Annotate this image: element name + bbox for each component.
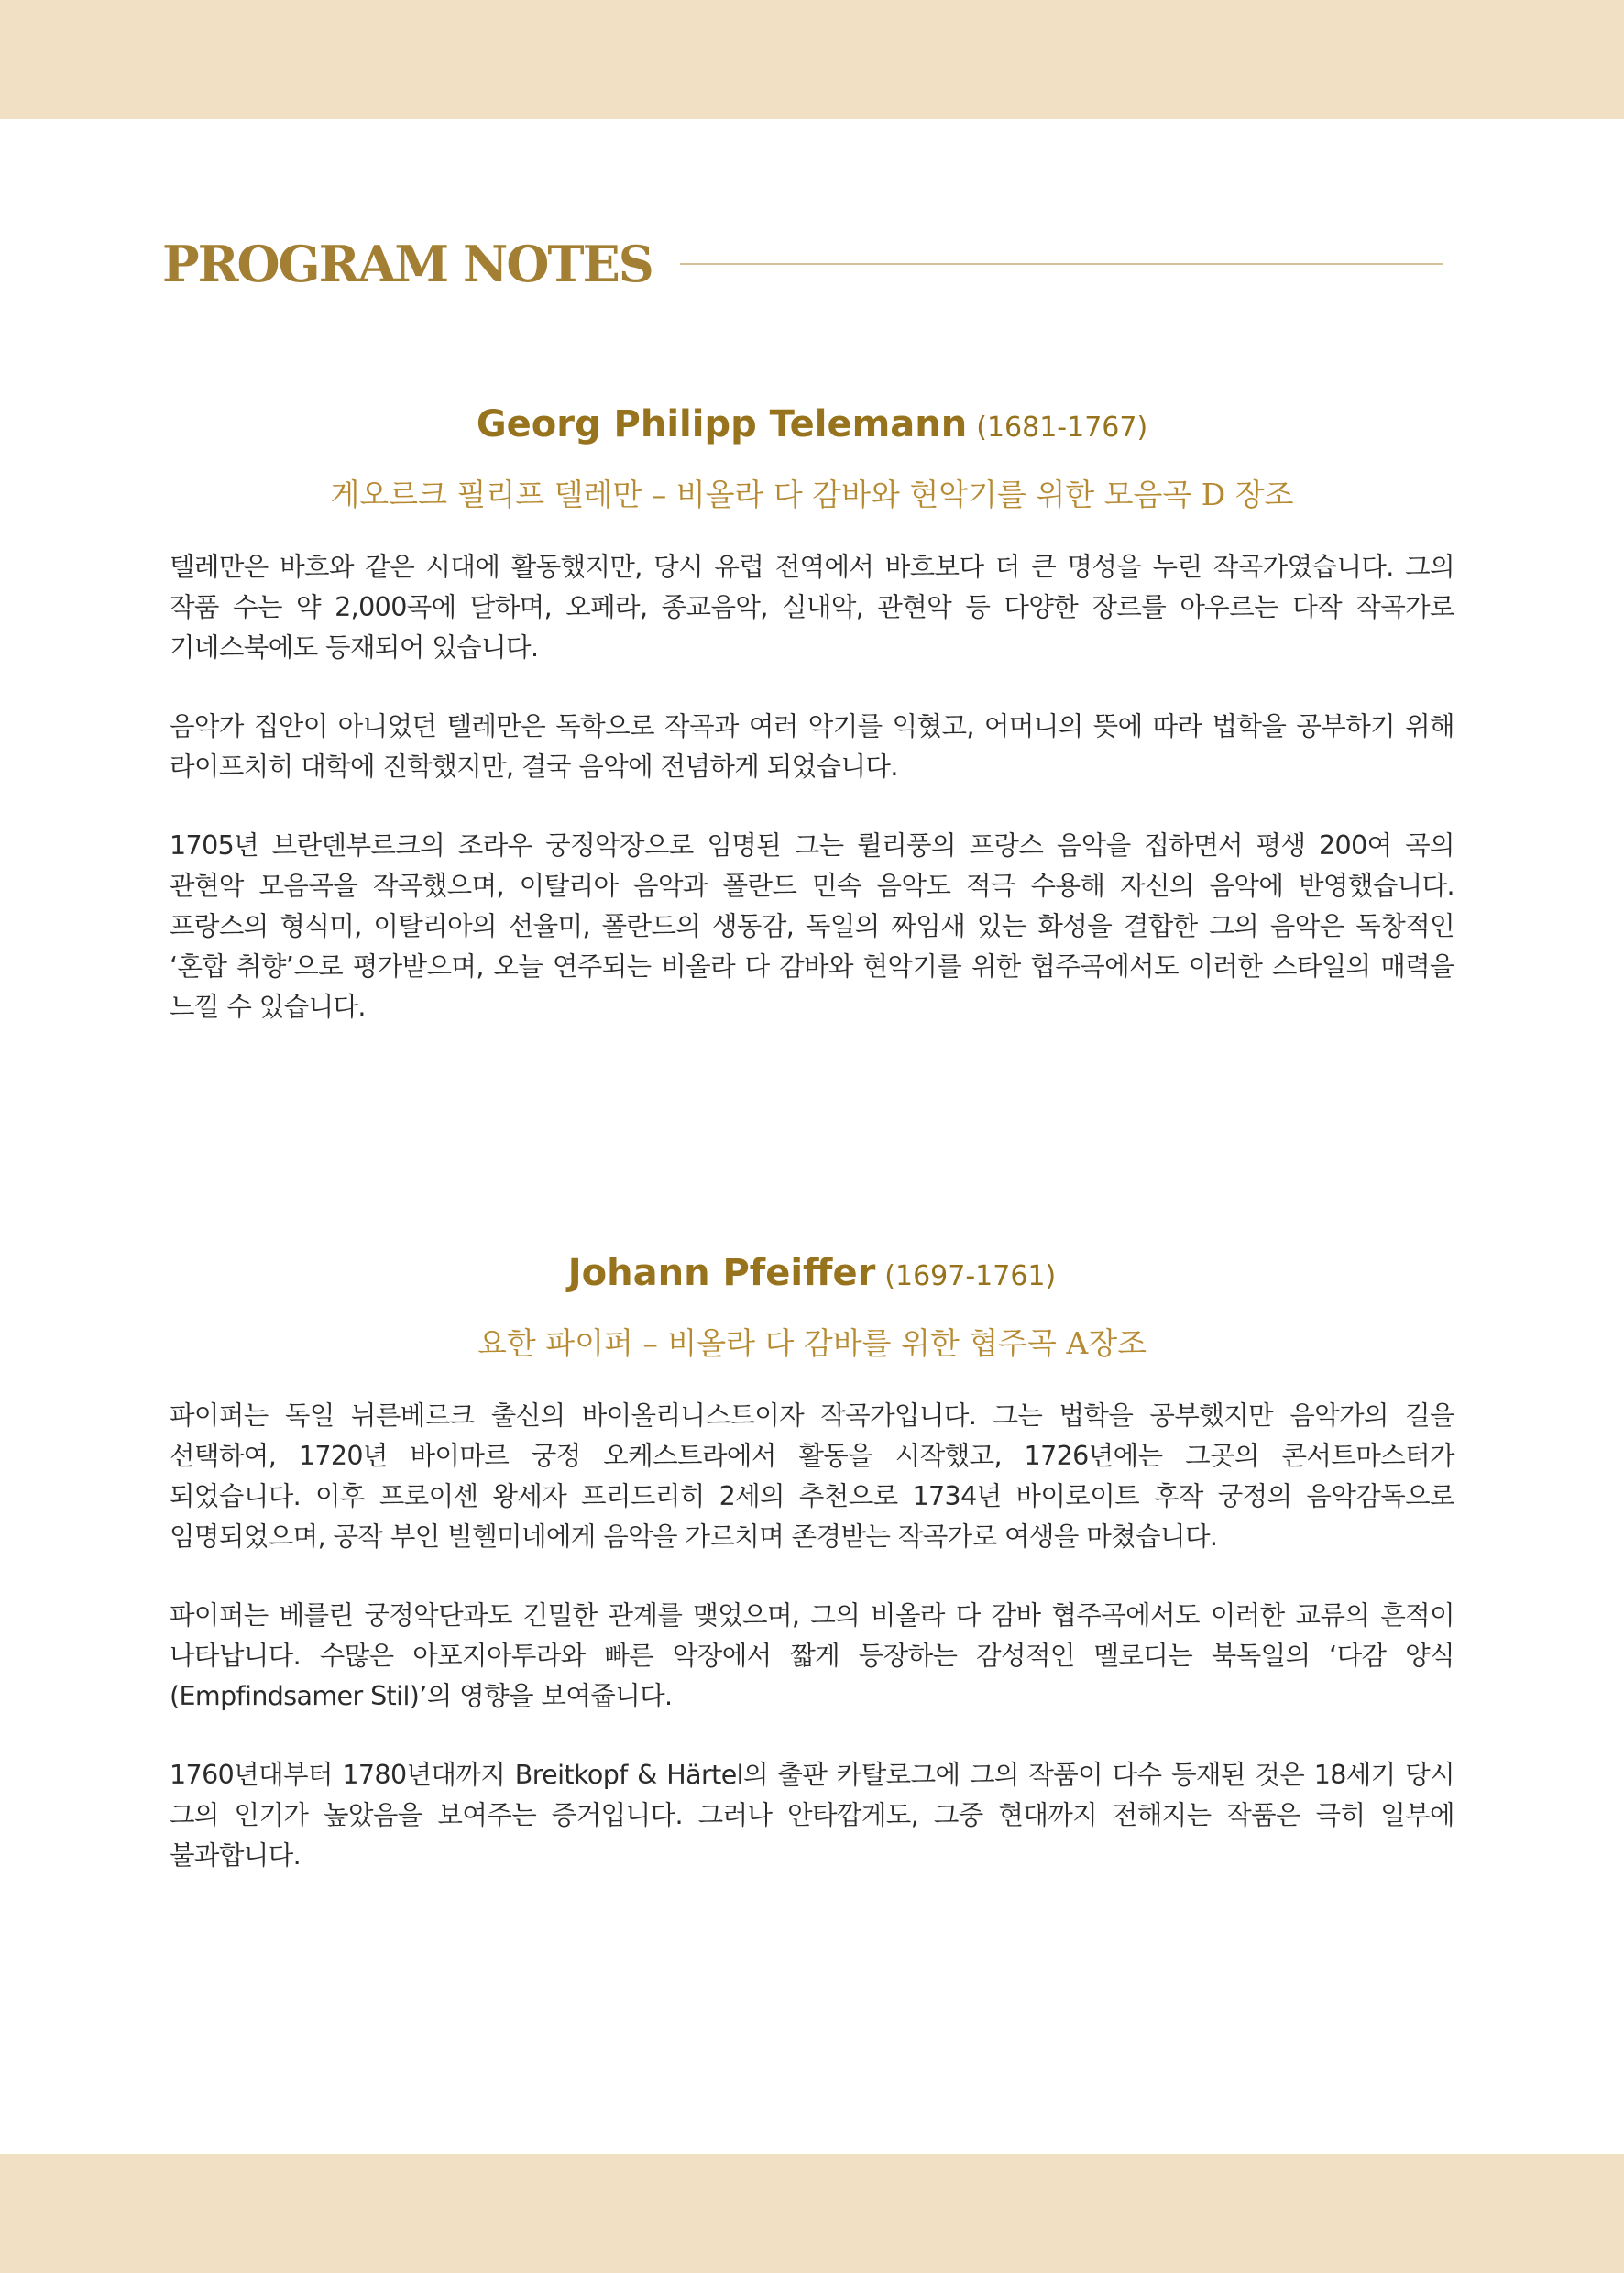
- page-title: PROGRAM NOTES: [162, 234, 653, 293]
- page-header: [162, 229, 1443, 298]
- paragraph: 1760년대부터 1780년대까지 Breitkopf & Härtel의 출판 카탈로그에 그의 작품이 다수 등재된 것은 18세기 당시 그의 인기가 높았음을 보여주는 증거입니다. 그러나 안타깝게도, 그중 현대까지 전해지는 작품은 극히 일부에 불과합니다.: [170, 1760, 1454, 1871]
- composer-name: Georg Philipp Telemann: [476, 403, 968, 445]
- top-decorative-band: [0, 0, 1624, 119]
- composer-heading: [170, 403, 1454, 445]
- header-divider: [680, 263, 1443, 265]
- paragraph: 1705년 브란덴부르크의 조라우 궁정악장으로 임명된 그는 륄리풍의 프랑스 음악을 접하면서 평생 200여 곡의 관현악 모음곡을 작곡했으며, 이탈리아 음악과 폴란드 민속 음악도 적극 수용해 자신의 음악에 반영했습니다. 프랑스의 형식미, 이탈리아의 선율미, 폴란드의 생동감, 독일의 짜임새 있는 화성을 결합한 그의 음악은 독창적인 ‘혼합 취향’으로 평가받으며, 오늘 연주되는 비올라 다 감바와 현악기를 위한 협주곡에서도 이러한 스타일의 매력을 느낄 수 있습니다.: [170, 830, 1454, 1022]
- composer-years: (1681-1767): [976, 412, 1148, 444]
- composer-name: Johann Pfeiffer: [567, 1252, 876, 1294]
- composer-heading: [170, 1252, 1454, 1294]
- paragraph: 파이퍼는 독일 뉘른베르크 출신의 바이올리니스트이자 작곡가입니다. 그는 법학을 공부했지만 음악가의 길을 선택하여, 1720년 바이마르 궁정 오케스트라에서 활동을 시작했고, 1726년에는 그곳의 콘서트마스터가 되었습니다. 이후 프로이센 왕세자 프리드리히 2세의 추천으로 1734년 바이로이트 후작 궁정의 음악감독으로 임명되었으며, 공작 부인 빌헬미네에게 음악을 가르치며 존경받는 작곡가로 여생을 마쳤습니다.: [170, 1400, 1454, 1552]
- bottom-decorative-band: [0, 2154, 1624, 2273]
- composer-years: (1697-1761): [884, 1260, 1057, 1292]
- paragraph: 텔레만은 바흐와 같은 시대에 활동했지만, 당시 유럽 전역에서 바흐보다 더 큰 명성을 누린 작곡가였습니다. 그의 작품 수는 약 2,000곡에 달하며, 오페라, 종교음악, 실내악, 관현악 등 다양한 장르를 아우르는 다작 작곡가로 기네스북에도 등재되어 있습니다.: [170, 552, 1454, 663]
- piece-title: 게오르크 필리프 텔레만 – 비올라 다 감바와 현악기를 위한 모음곡 D 장조: [330, 477, 1294, 512]
- notes-body: [170, 1396, 1454, 1876]
- paragraph: 음악가 집안이 아니었던 텔레만은 독학으로 작곡과 여러 악기를 익혔고, 어머니의 뜻에 따라 법학을 공부하기 위해 라이프치히 대학에 진학했지만, 결국 음악에 전념하게 되었습니다.: [170, 711, 1454, 782]
- piece-title: 요한 파이퍼 – 비올라 다 감바를 위한 협주곡 A장조: [477, 1325, 1147, 1361]
- composer-section-telemann: [170, 403, 1454, 1066]
- paragraph: 파이퍼는 베를린 궁정악단과도 긴밀한 관계를 맺었으며, 그의 비올라 다 감바 협주곡에서도 이러한 교류의 흔적이 나타납니다. 수많은 아포지아투라와 빠른 악장에서 짧게 등장하는 감성적인 멜로디는 북독일의 ‘다감 양식(Empfindsamer Stil)’의 영향을 보여줍니다.: [170, 1600, 1454, 1711]
- notes-body: [170, 547, 1454, 1027]
- composer-section-pfeiffer: [170, 1252, 1454, 1915]
